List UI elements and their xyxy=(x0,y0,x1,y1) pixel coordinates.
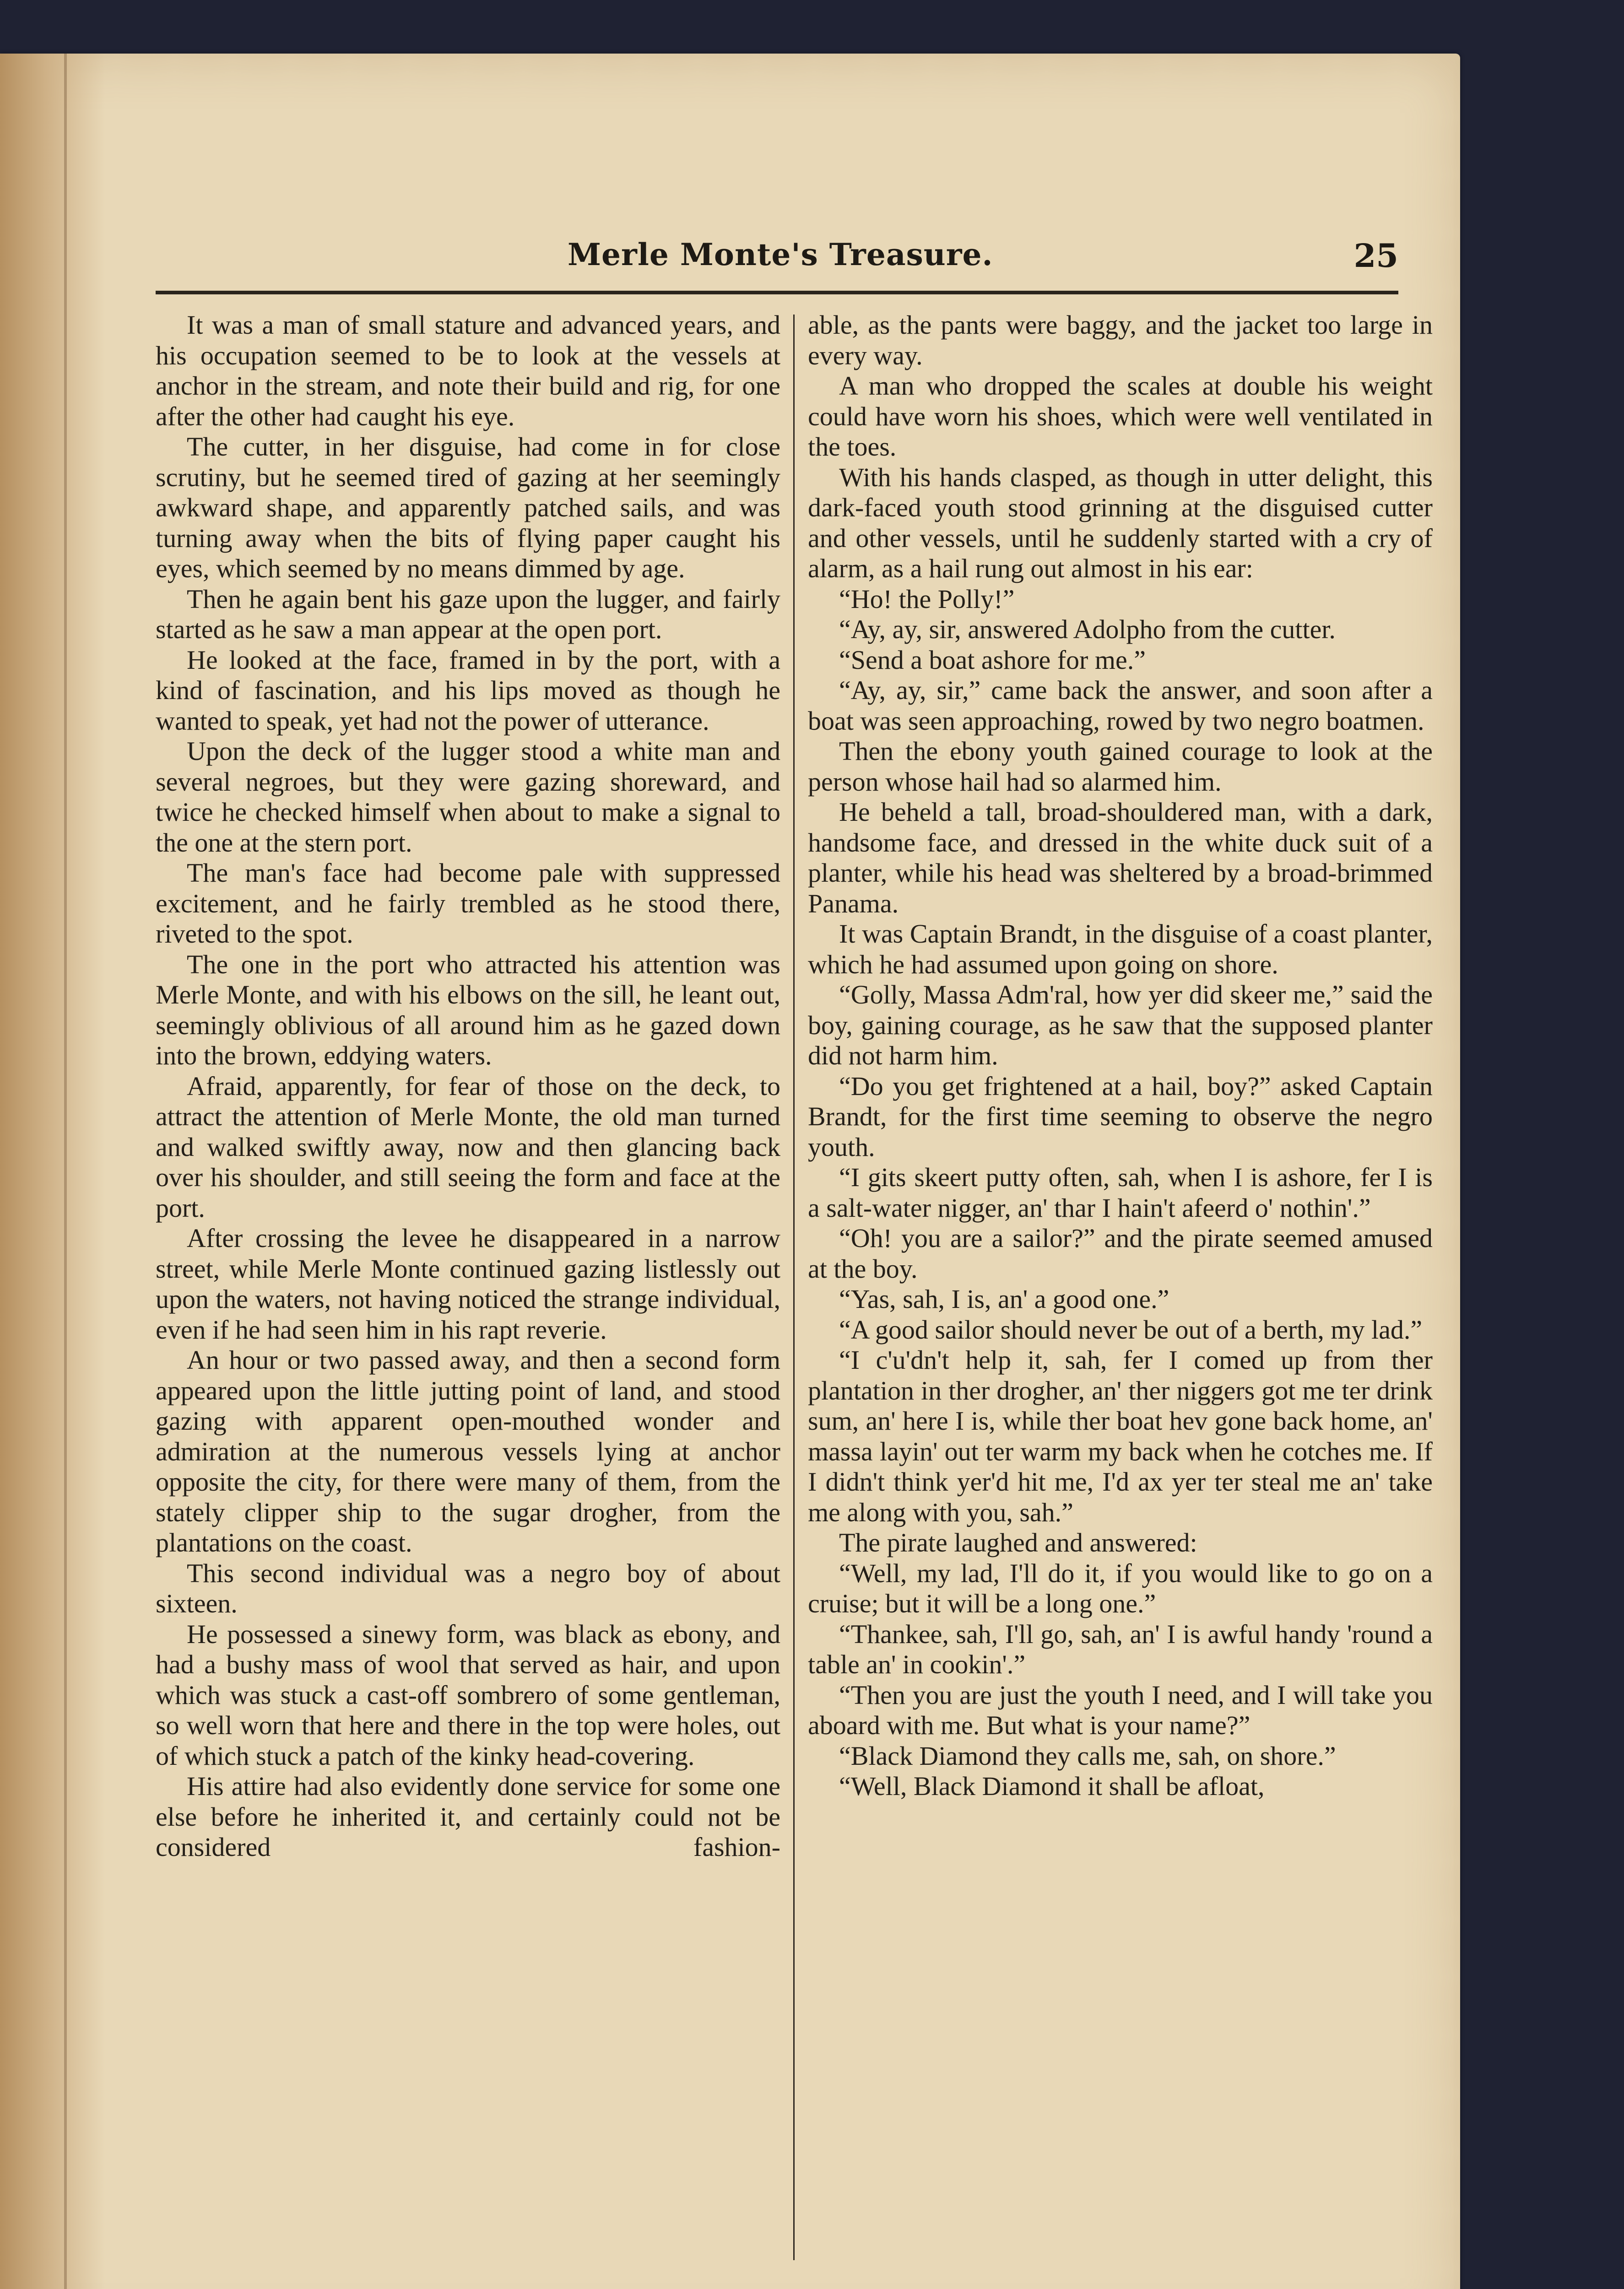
text-columns xyxy=(156,310,1437,2278)
column-divider xyxy=(793,315,795,2260)
paragraph: He possessed a sinewy form, was black as ebony, and had a bushy mass of wool that served as hair, and upon which was stuck a cast-off sombrero of some gentleman, so well worn that here and there in the top were holes, out of which stuck a patch of the kinky head-covering. xyxy=(156,1619,780,1771)
paragraph: “Ay, ay, sir,” came back the answer, and soon after a boat was seen approaching, rowed by two negro boatmen. xyxy=(808,675,1433,736)
right-column xyxy=(808,310,1433,1802)
page-gutter-shadow xyxy=(0,54,105,2289)
paragraph: “Yas, sah, I is, an' a good one.” xyxy=(839,1284,1169,1314)
paragraph: This second individual was a negro boy of about sixteen. xyxy=(156,1558,780,1618)
page-number: 25 xyxy=(1353,237,1398,275)
paragraph: Then the ebony youth gained courage to look at the person whose hail had so alarmed him. xyxy=(808,736,1433,797)
paragraph: “Then you are just the youth I need, and I will take you aboard with me. But what is your name?” xyxy=(808,1680,1433,1740)
paragraph: The cutter, in her disguise, had come in for close scrutiny, but he seemed tired of gazing at her seemingly awkward shape, and apparently patched sails, and was turning away when the bits of flying paper caught his eyes, which seemed by no means dimmed by age. xyxy=(156,432,780,583)
paragraph: “Ay, ay, sir, answered Adolpho from the cutter. xyxy=(839,614,1336,644)
paragraph: He looked at the face, framed in by the port, with a kind of fascination, and his lips moved as though he wanted to speak, yet had not the power of utterance. xyxy=(156,645,780,736)
paragraph: “I c'u'dn't help it, sah, fer I comed up from ther plantation in ther drogher, an' ther niggers got me ter drink sum, an' here I is, while ther boat hev gone back home, an' massa layin' out ter warm my back when he cotches me. If I didn't think yer'd hit me, I'd ax yer ter steal me an' take me along with you, sah.” xyxy=(808,1345,1433,1527)
paragraph: “Ho! the Polly!” xyxy=(839,584,1015,614)
paragraph: His attire had also evidently done service for some one else before he inherited it, and certainly could not be considered fashion- xyxy=(156,1771,780,1862)
paragraph: After crossing the levee he disappeared in a narrow street, while Merle Monte continued gazing listlessly out upon the waters, not having noticed the strange individual, even if he had seen him in his rapt reverie. xyxy=(156,1223,780,1345)
left-column xyxy=(156,310,780,1863)
paragraph: It was Captain Brandt, in the disguise of a coast planter, which he had assumed upon going on shore. xyxy=(808,919,1433,979)
paragraph: “Golly, Massa Adm'ral, how yer did skeer me,” said the boy, gaining courage, as he saw that the supposed planter did not harm him. xyxy=(808,980,1433,1070)
paragraph: The pirate laughed and answered: xyxy=(839,1528,1197,1557)
paragraph: Then he again bent his gaze upon the lugger, and fairly started as he saw a man appear at the open port. xyxy=(156,584,780,644)
paragraph: “Black Diamond they calls me, sah, on shore.” xyxy=(839,1741,1336,1771)
paragraph: Afraid, apparently, for fear of those on the deck, to attract the attention of Merle Monte, the old man turned and walked swiftly away, now and then glancing back over his shoulder, and still seeing the form and face at the port. xyxy=(156,1071,780,1223)
paragraph-continuation: able, as the pants were baggy, and the jacket too large in every way. xyxy=(808,310,1433,370)
paragraph: The one in the port who attracted his attention was Merle Monte, and with his elbows on the sill, he leant out, seemingly oblivious of all around him as he gazed down into the brown, eddying waters. xyxy=(156,949,780,1070)
page-fold-line xyxy=(64,54,67,2289)
book-page xyxy=(0,54,1460,2289)
paragraph: With his hands clasped, as though in utter delight, this dark-faced youth stood grinning at the disguised cutter and other vessels, until he suddenly started with a cry of alarm, as a hail rung out almost in his ear: xyxy=(808,462,1433,583)
paragraph: “Well, my lad, I'll do it, if you would like to go on a cruise; but it will be a long one.” xyxy=(808,1558,1433,1618)
page-header xyxy=(156,237,1398,301)
paragraph: An hour or two passed away, and then a second form appeared upon the little jutting point of land, and stood gazing with apparent open-mouthed wonder and admiration at the numerous vessels lying at anchor opposite the city, for there were many of them, from the stately clipper ship to the sugar drogher, from the plantations on the coast. xyxy=(156,1345,780,1557)
paragraph: “Do you get frightened at a hail, boy?” asked Captain Brandt, for the first time seeming to observe the negro youth. xyxy=(808,1071,1433,1162)
paragraph: “Oh! you are a sailor?” and the pirate seemed amused at the boy. xyxy=(808,1223,1433,1284)
paragraph: It was a man of small stature and advanced years, and his occupation seemed to be to look at the vessels at anchor in the stream, and note their build and rig, for one after the other had caught his eye. xyxy=(156,310,780,431)
paragraph: Upon the deck of the lugger stood a white man and several negroes, but they were gazing shoreward, and twice he checked himself when about to make a signal to the one at the stern port. xyxy=(156,736,780,857)
paragraph: The man's face had become pale with suppressed excitement, and he fairly trembled as he stood there, riveted to the spot. xyxy=(156,858,780,949)
paragraph: “Well, Black Diamond it shall be afloat, xyxy=(839,1771,1265,1801)
running-title: Merle Monte's Treasure. xyxy=(568,237,993,272)
header-rule xyxy=(156,291,1398,294)
paragraph: “Thankee, sah, I'll go, sah, an' I is awful handy 'round a table an' in cookin'.” xyxy=(808,1619,1433,1679)
paragraph: “A good sailor should never be out of a berth, my lad.” xyxy=(839,1314,1423,1345)
paragraph: “Send a boat ashore for me.” xyxy=(839,645,1146,675)
paragraph: “I gits skeert putty often, sah, when I is ashore, fer I is a salt-water nigger, an' thar I hain't afeerd o' nothin'.” xyxy=(808,1162,1433,1223)
paragraph: A man who dropped the scales at double his weight could have worn his shoes, which were well ventilated in the toes. xyxy=(808,371,1433,461)
paragraph: He beheld a tall, broad-shouldered man, with a dark, handsome face, and dressed in the white duck suit of a planter, while his head was sheltered by a broad-brimmed Panama. xyxy=(808,797,1433,918)
